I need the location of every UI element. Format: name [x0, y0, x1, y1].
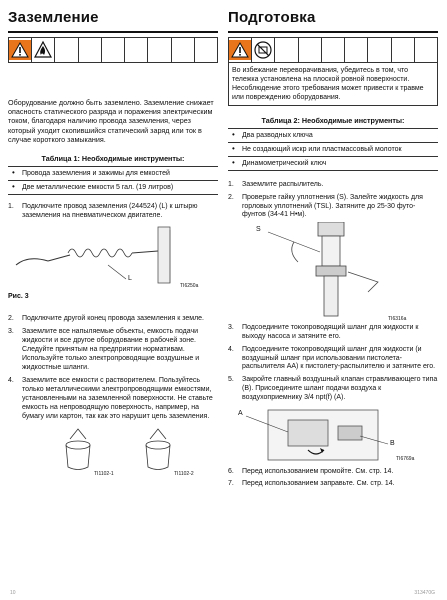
title-rule: [228, 31, 438, 33]
icon-cell-empty: [54, 38, 77, 62]
document-code: 313470G: [414, 590, 435, 596]
grounding-intro: Оборудование должно быть заземлено. Заземление снижает опасность статического разряда и поражения электрическим током, благодаря наличию провода заземления, через который уходит скопившийся статический заряд или ток в случае короткого замыкания.: [8, 98, 214, 144]
step-6: 6. Перед использованием промойте. См. стр. 14.: [228, 467, 394, 475]
icon-cell-empty: [171, 38, 194, 62]
step-4: 4. Заземлите все емкости с растворителем. Пользуйтесь только металлическими электропроводящими емкостями, установленными на заземленной поверхности. Не ставьте емкость на непроводящую поверхность, например, на бумагу или картон, так как это нарушит цепь заземления.: [8, 377, 213, 420]
figure-air-valve: [228, 406, 438, 464]
figure-code: TI1102-2: [174, 471, 194, 478]
step-1: 1. Заземлите распылитель.: [228, 181, 324, 188]
figure-ground-wire: [8, 225, 218, 293]
table-row: • Динамометрический ключ: [228, 157, 438, 171]
icon-cell-empty: [321, 38, 344, 62]
step-2: 2. Проверьте гайку уплотнения (S). Залейте жидкость для горловых уплотнений (TSL). Затяните до 25-30 футо-фунтов (34-41 Н•м).: [228, 193, 423, 219]
section-title-grounding: Заземление: [8, 9, 99, 26]
tools-table-1: [8, 154, 218, 195]
figure-code: TI6316a: [388, 316, 407, 323]
icon-cell-empty: [414, 38, 437, 62]
tip-over-icon: [251, 38, 274, 62]
step-4: 4. Подсоедините токопроводящий шланг для жидкости (и воздушный шланг при использовании пистолета-распылителя AA) к пистолету-распылителю и затяните его.: [228, 345, 436, 371]
tools-table-2: [228, 116, 438, 171]
figure-label-l: L: [128, 274, 132, 282]
icon-cell-empty: [101, 38, 124, 62]
table-body: [228, 128, 438, 171]
table-body: [8, 166, 218, 195]
setup-steps-a: [228, 181, 438, 220]
step-3: 3. Подсоедините токопроводящий шланг для жидкости к выходу насоса и затяните его.: [228, 324, 419, 340]
figure-label-s: S: [256, 226, 261, 234]
setup-steps-b: [228, 324, 438, 402]
grounding-steps: [8, 315, 218, 422]
figure-code: TI1102-1: [94, 471, 114, 478]
table-row: • Две металлические емкости 5 гал. (19 литров): [8, 181, 218, 195]
hazard-icon-row: [8, 37, 218, 63]
step-2: 2. Подключите другой конец провода заземления к земле.: [8, 314, 204, 322]
step-7: 7. Перед использованием заправьте. См. стр. 14.: [228, 480, 395, 488]
bucket-illustrations: [8, 425, 218, 477]
tip-over-warning: Во избежание переворачивания, убедитесь в том, что тележка установлена на плоской ровной поверхности. Несоблюдение этого требования может привести к травме или повреждению оборудования.: [228, 63, 438, 106]
icon-cell-empty: [344, 38, 367, 62]
step-5: 5. Закройте главный воздушный клапан стравливающего типа (B). Присоедините шланг подачи воздуха к воздухоприемнику 3/4 npt(f) (A).: [228, 376, 438, 401]
table-row: • Провода заземления и зажимы для емкостей: [8, 167, 218, 181]
icon-cell-empty: [298, 38, 321, 62]
step-text: Подключите провод заземления (244524) (L) к штырю заземления на пневматическом двигателе.: [22, 203, 198, 219]
title-rule: [8, 31, 218, 33]
hazard-icon-row: [228, 37, 438, 63]
figure-packing-nut: [228, 222, 438, 322]
section-title-setup: Подготовка: [228, 9, 316, 26]
icon-cell-empty: [147, 38, 170, 62]
icon-cell-empty: [367, 38, 390, 62]
grounding-section: [8, 8, 218, 477]
step-3: 3. Заземлите все напыляемые объекты, емкость подачи жидкости и все другое оборудование в рабочей зоне. Следуйте принятым на предприятии нормативам. Используйте только электропроводящие воздушные и жидкостные шланги.: [8, 328, 200, 371]
figure-code: TI6250a: [180, 282, 199, 289]
page-number: 10: [10, 590, 16, 596]
figure-caption: Рис. 3: [8, 292, 29, 300]
table-title: Таблица 1: Необходимые инструменты:: [41, 154, 185, 164]
table-row: • Два разводных ключа: [228, 129, 438, 143]
pump-illustration: [228, 222, 438, 322]
table-title: Таблица 2: Необходимые инструменты:: [261, 116, 405, 125]
step-1: 1. Подключите провод заземления (244524) (L) к штырю заземления на пневматическом двигателе.: [8, 203, 198, 219]
setup-steps-c: [228, 468, 438, 490]
warning-triangle-icon: [9, 38, 31, 62]
warning-triangle-icon: [229, 38, 251, 62]
fire-icon: [31, 38, 54, 62]
table-row: • Не создающий искр или пластмассовый молоток: [228, 143, 438, 157]
icon-cell-empty: [391, 38, 414, 62]
icon-cell-empty: [194, 38, 217, 62]
setup-section: [228, 8, 438, 489]
figure-label-b: B: [390, 439, 395, 447]
icon-cell-empty: [78, 38, 101, 62]
figure-buckets: [8, 425, 218, 477]
figure-code: TI6769a: [396, 455, 415, 462]
icon-cell-empty: [124, 38, 147, 62]
icon-cell-empty: [274, 38, 297, 62]
figure-label-a: A: [238, 409, 243, 417]
